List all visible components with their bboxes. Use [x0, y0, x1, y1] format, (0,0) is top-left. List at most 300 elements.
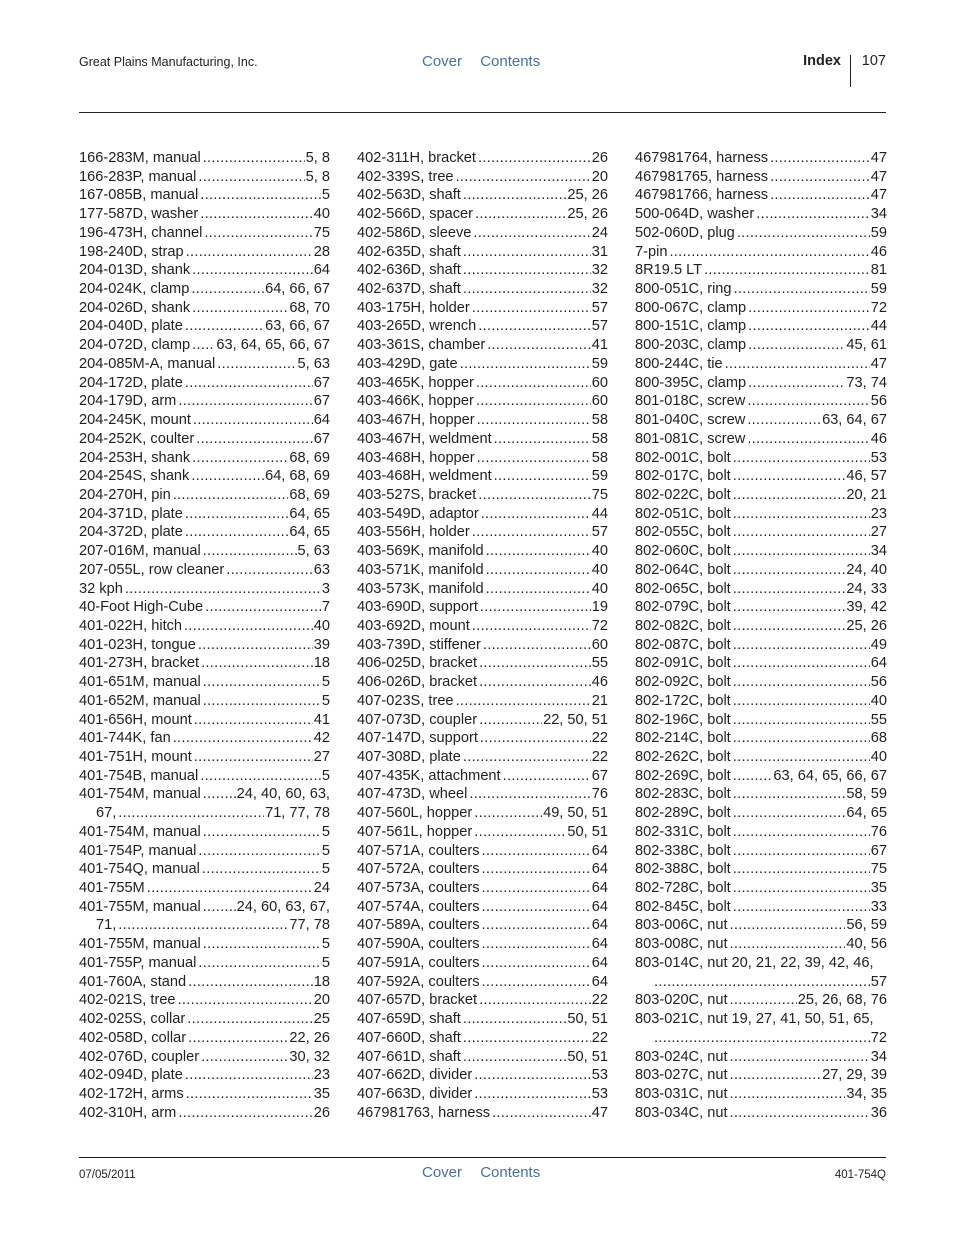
entry-pages[interactable]: 63, 64, 65, 66, 67: [773, 767, 887, 784]
entry-pages[interactable]: 60: [591, 374, 608, 391]
entry-pages[interactable]: 60: [591, 393, 608, 410]
entry-term: 403-265D, wrench: [357, 318, 477, 335]
dot-leader: [476, 392, 591, 411]
dot-leader: [733, 467, 846, 486]
entry-pages[interactable]: 24: [313, 880, 330, 897]
dot-leader: [201, 654, 313, 673]
index-entry: [635, 205, 887, 224]
index-entry: [635, 1010, 887, 1029]
dot-leader: [480, 729, 591, 748]
index-entry: [635, 243, 887, 262]
entry-term: 407-663D, divider: [357, 1085, 473, 1102]
entry-term: 800-067C, clamp: [635, 299, 747, 316]
entry-pages[interactable]: 46: [870, 430, 887, 447]
dot-leader: [486, 542, 591, 561]
entry-pages[interactable]: 64: [591, 954, 608, 971]
entry-pages[interactable]: 24, 40, 60, 63,: [236, 786, 330, 803]
entry-pages[interactable]: 28: [313, 243, 330, 260]
dot-leader: [730, 1104, 870, 1123]
entry-term: 802-092C, bolt: [635, 674, 731, 691]
entry-pages[interactable]: 58: [591, 449, 608, 466]
index-entry: [357, 935, 608, 954]
entry-term: 407-590A, coulters: [357, 936, 480, 953]
dot-leader: [203, 542, 297, 561]
entry-pages[interactable]: 50, 51: [567, 823, 608, 840]
dot-leader: [474, 1066, 591, 1085]
entry-pages[interactable]: 39: [313, 636, 330, 653]
entry-pages[interactable]: 76: [591, 786, 608, 803]
entry-term: 402-637D, shaft: [357, 281, 461, 298]
entry-pages[interactable]: 55: [591, 655, 608, 672]
entry-pages[interactable]: 64, 68, 69: [265, 468, 330, 485]
entry-pages[interactable]: 5: [321, 692, 330, 709]
entry-term: 407-308D, plate: [357, 749, 461, 765]
entry-term: 204-040D, plate: [79, 318, 183, 335]
entry-pages[interactable]: 23: [313, 1067, 330, 1084]
entry-pages[interactable]: 26: [313, 1104, 330, 1121]
entry-term: 402-636D, shaft: [357, 262, 461, 279]
entry-pages[interactable]: 64: [591, 973, 608, 990]
entry-term: 803-021C, nut 19, 27, 41, 50, 51, 65,: [635, 1011, 874, 1028]
entry-pages[interactable]: 72: [591, 617, 608, 634]
dot-leader: [503, 767, 591, 786]
footer-date: 07/05/2011: [79, 1169, 136, 1181]
dot-leader: [748, 374, 845, 393]
entry-term: 204-253H, shank: [79, 449, 191, 466]
entry-pages[interactable]: 47: [870, 168, 887, 185]
dot-leader: [733, 542, 870, 561]
entry-pages[interactable]: 20: [313, 992, 330, 1009]
contents-link[interactable]: Contents: [480, 53, 541, 70]
dot-leader: [463, 748, 591, 767]
entry-pages[interactable]: 59: [591, 468, 608, 485]
dot-leader: [217, 355, 296, 374]
entry-pages[interactable]: 5, 8: [305, 168, 330, 185]
dot-leader: [482, 860, 591, 879]
entry-pages[interactable]: 67: [313, 393, 330, 410]
entry-term: 402-635D, shaft: [357, 243, 461, 260]
dot-leader: [474, 1085, 591, 1104]
entry-pages[interactable]: 41: [591, 337, 608, 354]
entry-pages[interactable]: 22, 50, 51: [543, 711, 608, 728]
entry-pages[interactable]: 5: [321, 187, 330, 204]
entry-pages[interactable]: 5: [321, 767, 330, 784]
index-entry: [79, 186, 330, 205]
entry-pages[interactable]: 22: [591, 992, 608, 1009]
entry-pages[interactable]: 5, 63: [297, 355, 330, 372]
entry-pages[interactable]: 27: [870, 524, 887, 541]
index-entry: [79, 767, 330, 786]
entry-pages[interactable]: 7: [321, 599, 330, 616]
entry-pages[interactable]: 64: [591, 842, 608, 859]
entry-pages[interactable]: 71, 77, 78: [265, 805, 330, 822]
index-entry: [79, 243, 330, 262]
dot-leader: [770, 149, 870, 168]
entry-pages[interactable]: 56: [870, 674, 887, 691]
entry-pages[interactable]: 73, 74: [846, 374, 887, 391]
entry-pages[interactable]: 36: [870, 1104, 887, 1121]
entry-pages[interactable]: 67: [313, 430, 330, 447]
entry-pages[interactable]: 47: [870, 187, 887, 204]
index-entry: [79, 860, 330, 879]
entry-pages[interactable]: 68, 70: [289, 299, 330, 316]
entry-pages[interactable]: 3: [321, 580, 330, 597]
entry-pages[interactable]: 64, 66, 67: [265, 281, 330, 298]
entry-pages[interactable]: 30, 32: [289, 1048, 330, 1065]
entry-pages[interactable]: 64: [591, 917, 608, 934]
dot-leader: [482, 973, 591, 992]
entry-term: 40-Foot High-Cube: [79, 599, 204, 616]
entry-pages[interactable]: 26: [591, 150, 608, 166]
entry-pages[interactable]: 64: [591, 898, 608, 915]
entry-pages[interactable]: 57: [870, 973, 887, 990]
entry-pages[interactable]: 5: [321, 861, 330, 878]
index-entry: [79, 823, 330, 842]
entry-term: 198-240D, strap: [79, 243, 184, 260]
dot-leader: [482, 954, 591, 973]
entry-pages[interactable]: 33: [870, 898, 887, 915]
entry-pages[interactable]: 64: [591, 880, 608, 897]
entry-pages[interactable]: 22: [591, 1029, 608, 1046]
entry-pages[interactable]: 77, 78: [289, 917, 330, 934]
entry-term: 401-652M, manual: [79, 692, 201, 709]
index-entry: [357, 149, 608, 168]
index-entry: [357, 374, 608, 393]
entry-pages[interactable]: 64: [591, 861, 608, 878]
entry-pages[interactable]: 32: [591, 262, 608, 279]
entry-pages[interactable]: 32: [591, 281, 608, 298]
dot-leader: [482, 935, 591, 954]
entry-pages[interactable]: 63: [313, 561, 330, 578]
entry-pages[interactable]: 5: [321, 936, 330, 953]
entry-pages[interactable]: 64, 65: [846, 805, 887, 822]
entry-pages[interactable]: 59: [591, 355, 608, 372]
cover-link[interactable]: Cover: [422, 53, 463, 70]
entry-term: 800-203C, clamp: [635, 337, 747, 354]
entry-pages[interactable]: 59: [870, 224, 887, 241]
index-entry: [357, 205, 608, 224]
dot-leader: [747, 430, 869, 449]
entry-pages[interactable]: 40, 56: [846, 936, 887, 953]
entry-term: 407-561L, hopper: [357, 823, 473, 840]
dot-leader: [185, 523, 289, 542]
entry-pages[interactable]: 31: [591, 243, 608, 260]
entry-pages[interactable]: 39, 42: [846, 599, 887, 616]
entry-pages[interactable]: 45, 61: [846, 337, 887, 354]
index-entry: [635, 692, 887, 711]
entry-pages[interactable]: 59: [870, 281, 887, 298]
entry-pages[interactable]: 58, 59: [846, 786, 887, 803]
index-entry: [635, 580, 887, 599]
entry-term: 32 kph: [79, 580, 123, 597]
index-entry: [357, 860, 608, 879]
entry-pages[interactable]: 63, 66, 67: [265, 318, 330, 335]
dot-leader: [733, 748, 870, 767]
entry-pages[interactable]: 5: [321, 674, 330, 691]
dot-leader: [203, 673, 321, 692]
entry-pages[interactable]: 58: [591, 430, 608, 447]
entry-term: 204-024K, clamp: [79, 281, 190, 298]
entry-pages[interactable]: 40: [313, 617, 330, 634]
dot-leader: [478, 486, 591, 505]
entry-pages[interactable]: 57: [591, 524, 608, 541]
entry-pages[interactable]: 68: [870, 730, 887, 747]
dot-leader: [173, 729, 313, 748]
entry-term: 204-252K, coulter: [79, 430, 195, 447]
dot-leader: [203, 898, 236, 917]
entry-term: 800-395C, clamp: [635, 374, 747, 391]
dot-leader: [730, 991, 797, 1010]
entry-pages[interactable]: 5: [321, 954, 330, 971]
dot-leader: [178, 991, 313, 1010]
dot-leader: [185, 317, 264, 336]
entry-pages[interactable]: 53: [870, 449, 887, 466]
entry-pages[interactable]: 68, 69: [289, 486, 330, 503]
entry-term: 802-087C, bolt: [635, 636, 731, 653]
index-entry: [357, 991, 608, 1010]
entry-pages[interactable]: 40: [591, 580, 608, 597]
index-entry: [79, 580, 330, 599]
entry-pages[interactable]: 23: [870, 505, 887, 522]
entry-term: 403-465K, hopper: [357, 374, 474, 391]
entry-pages[interactable]: 40: [870, 749, 887, 765]
entry-pages[interactable]: 50, 51: [567, 1011, 608, 1028]
index-entry: [635, 561, 887, 580]
index-entry: [79, 879, 330, 898]
entry-pages[interactable]: 5: [321, 842, 330, 859]
entry-pages[interactable]: 35: [313, 1085, 330, 1102]
entry-term: 403-468H, weldment: [357, 468, 492, 485]
entry-pages[interactable]: 53: [591, 1085, 608, 1102]
entry-pages[interactable]: 72: [870, 1029, 887, 1046]
dot-leader: [178, 392, 312, 411]
dot-leader: [478, 149, 591, 168]
dot-leader: [178, 1104, 312, 1123]
dot-leader: [198, 168, 304, 187]
dot-leader: [198, 954, 320, 973]
entry-pages[interactable]: 81: [870, 262, 887, 279]
dot-leader: [191, 280, 264, 299]
entry-pages[interactable]: 24, 40: [846, 561, 887, 578]
entry-pages[interactable]: 35: [870, 880, 887, 897]
entry-term: 403-429D, gate: [357, 355, 458, 372]
entry-pages[interactable]: 67: [313, 374, 330, 391]
index-entry: [79, 280, 330, 299]
entry-pages[interactable]: 24: [591, 224, 608, 241]
dot-leader: [733, 898, 870, 917]
entry-pages[interactable]: 75: [591, 486, 608, 503]
entry-pages[interactable]: 40: [591, 543, 608, 560]
entry-pages[interactable]: 64: [313, 262, 330, 279]
entry-pages[interactable]: 41: [313, 711, 330, 728]
entry-pages[interactable]: 76: [870, 823, 887, 840]
entry-pages[interactable]: 25, 26: [567, 187, 608, 204]
entry-pages[interactable]: 22: [591, 749, 608, 765]
entry-pages[interactable]: 34: [870, 206, 887, 223]
header-divider: [850, 55, 851, 87]
entry-pages[interactable]: 25: [313, 1011, 330, 1028]
entry-pages[interactable]: 63, 64, 65, 66, 67: [216, 337, 330, 354]
page-header: [79, 53, 886, 87]
entry-pages[interactable]: 64, 65: [289, 505, 330, 522]
dot-leader: [733, 654, 870, 673]
dot-leader: [191, 467, 264, 486]
dot-leader: [733, 617, 846, 636]
entry-term: 401-754M, manual: [79, 786, 201, 803]
dot-leader: [492, 1104, 591, 1123]
entry-pages[interactable]: 75: [313, 224, 330, 241]
entry-pages[interactable]: 57: [591, 318, 608, 335]
entry-pages[interactable]: 34: [870, 543, 887, 560]
index-entry: [79, 991, 330, 1010]
index-entry: [635, 860, 887, 879]
entry-term: 401-754Q, manual: [79, 861, 200, 878]
entry-pages[interactable]: 49: [870, 636, 887, 653]
entry-pages[interactable]: 68, 69: [289, 449, 330, 466]
dot-leader: [734, 280, 870, 299]
entry-term: 801-081C, screw: [635, 430, 746, 447]
entry-pages[interactable]: 57: [591, 299, 608, 316]
entry-term: 800-244C, tie: [635, 355, 723, 372]
dot-leader: [472, 617, 591, 636]
entry-pages[interactable]: 53: [591, 1067, 608, 1084]
index-entry: [357, 486, 608, 505]
index-entry: [79, 505, 330, 524]
dot-leader: [205, 598, 321, 617]
entry-pages[interactable]: 60: [591, 636, 608, 653]
entry-pages[interactable]: 47: [870, 150, 887, 166]
entry-term: 402-094D, plate: [79, 1067, 183, 1084]
entry-pages[interactable]: 46: [591, 674, 608, 691]
index-entry: [635, 898, 887, 917]
index-entry: [635, 430, 887, 449]
index-entry: [79, 1104, 330, 1123]
entry-pages[interactable]: 49, 50, 51: [543, 805, 608, 822]
dot-leader: [480, 598, 591, 617]
entry-term: 803-031C, nut: [635, 1085, 728, 1102]
entry-pages[interactable]: 34, 35: [846, 1085, 887, 1102]
section-title: Index: [803, 53, 841, 69]
entry-pages[interactable]: 56, 59: [846, 917, 887, 934]
entry-term: 407-473D, wheel: [357, 786, 468, 803]
entry-pages[interactable]: 24, 60, 63, 67,: [236, 898, 330, 915]
entry-pages[interactable]: 20: [591, 168, 608, 185]
dot-leader: [226, 561, 313, 580]
dot-leader: [201, 1048, 288, 1067]
footer-cover-link[interactable]: Cover: [422, 1164, 463, 1181]
entry-pages[interactable]: 63, 64, 67: [822, 412, 887, 429]
index-entry: [357, 729, 608, 748]
index-column-1: [79, 149, 330, 1122]
entry-pages[interactable]: 47: [870, 355, 887, 372]
dot-leader: [733, 580, 846, 599]
entry-pages[interactable]: 44: [870, 318, 887, 335]
index-entry: [357, 261, 608, 280]
dot-leader: [196, 430, 313, 449]
entry-pages[interactable]: 19: [591, 599, 608, 616]
entry-pages[interactable]: 22, 26: [289, 1029, 330, 1046]
index-entry: [79, 374, 330, 393]
entry-pages[interactable]: 18: [313, 655, 330, 672]
index-entry: [635, 711, 887, 730]
entry-pages[interactable]: 64, 65: [289, 524, 330, 541]
index-entry: [79, 617, 330, 636]
index-entry: [357, 748, 608, 767]
entry-term: 802-728C, bolt: [635, 880, 731, 897]
entry-pages[interactable]: 24, 33: [846, 580, 887, 597]
index-entry: [357, 430, 608, 449]
index-entry: [357, 392, 608, 411]
entry-pages[interactable]: 22: [591, 730, 608, 747]
dot-leader: [202, 860, 321, 879]
entry-pages[interactable]: 21: [591, 692, 608, 709]
entry-term: 500-064D, washer: [635, 206, 755, 223]
entry-pages[interactable]: 55: [870, 711, 887, 728]
index-entry: [357, 804, 608, 823]
entry-pages[interactable]: 27: [313, 749, 330, 765]
entry-pages[interactable]: 25, 26, 68, 76: [797, 992, 887, 1009]
entry-pages[interactable]: 46: [870, 243, 887, 260]
entry-term: 403-175H, holder: [357, 299, 470, 316]
entry-term: 802-283C, bolt: [635, 786, 731, 803]
entry-pages[interactable]: 44: [591, 505, 608, 522]
entry-pages[interactable]: 67: [591, 767, 608, 784]
entry-term: 407-659D, shaft: [357, 1011, 461, 1028]
entry-term: 803-006C, nut: [635, 917, 728, 934]
entry-pages[interactable]: 64: [870, 655, 887, 672]
entry-pages[interactable]: 40: [870, 692, 887, 709]
index-entry: [79, 355, 330, 374]
entry-pages[interactable]: 56: [870, 393, 887, 410]
entry-term: 802-289C, bolt: [635, 805, 731, 822]
entry-pages[interactable]: 40: [313, 206, 330, 223]
dot-leader: [733, 785, 846, 804]
entry-pages[interactable]: 64: [591, 936, 608, 953]
entry-pages[interactable]: 58: [591, 412, 608, 429]
entry-pages[interactable]: 25, 26: [846, 617, 887, 634]
entry-pages[interactable]: 67: [870, 842, 887, 859]
entry-pages[interactable]: 42: [313, 730, 330, 747]
entry-pages[interactable]: 64: [313, 412, 330, 429]
dot-leader: [479, 673, 591, 692]
footer-contents-link[interactable]: Contents: [480, 1164, 541, 1181]
entry-pages[interactable]: 25, 26: [567, 206, 608, 223]
entry-pages[interactable]: 34: [870, 1048, 887, 1065]
entry-pages[interactable]: 27, 29, 39: [822, 1067, 887, 1084]
entry-term: 802-338C, bolt: [635, 842, 731, 859]
entry-pages[interactable]: 5: [321, 823, 330, 840]
index-entry: [635, 1066, 887, 1085]
index-entry: [635, 767, 887, 786]
entry-pages[interactable]: 72: [870, 299, 887, 316]
index-entry: [357, 243, 608, 262]
entry-pages[interactable]: 40: [591, 561, 608, 578]
entry-pages[interactable]: 20, 21: [846, 486, 887, 503]
entry-pages[interactable]: 47: [591, 1104, 608, 1121]
index-entry: [635, 804, 887, 823]
entry-pages[interactable]: 5, 63: [297, 543, 330, 560]
entry-pages[interactable]: 5, 8: [305, 150, 330, 166]
entry-pages[interactable]: 75: [870, 861, 887, 878]
dot-leader: [203, 823, 321, 842]
entry-pages[interactable]: 18: [313, 973, 330, 990]
entry-pages[interactable]: 46, 57: [846, 468, 887, 485]
index-entry: [79, 654, 330, 673]
dot-leader: [730, 935, 846, 954]
entry-term: 802-064C, bolt: [635, 561, 731, 578]
index-entry: [357, 561, 608, 580]
entry-pages[interactable]: 50, 51: [567, 1048, 608, 1065]
